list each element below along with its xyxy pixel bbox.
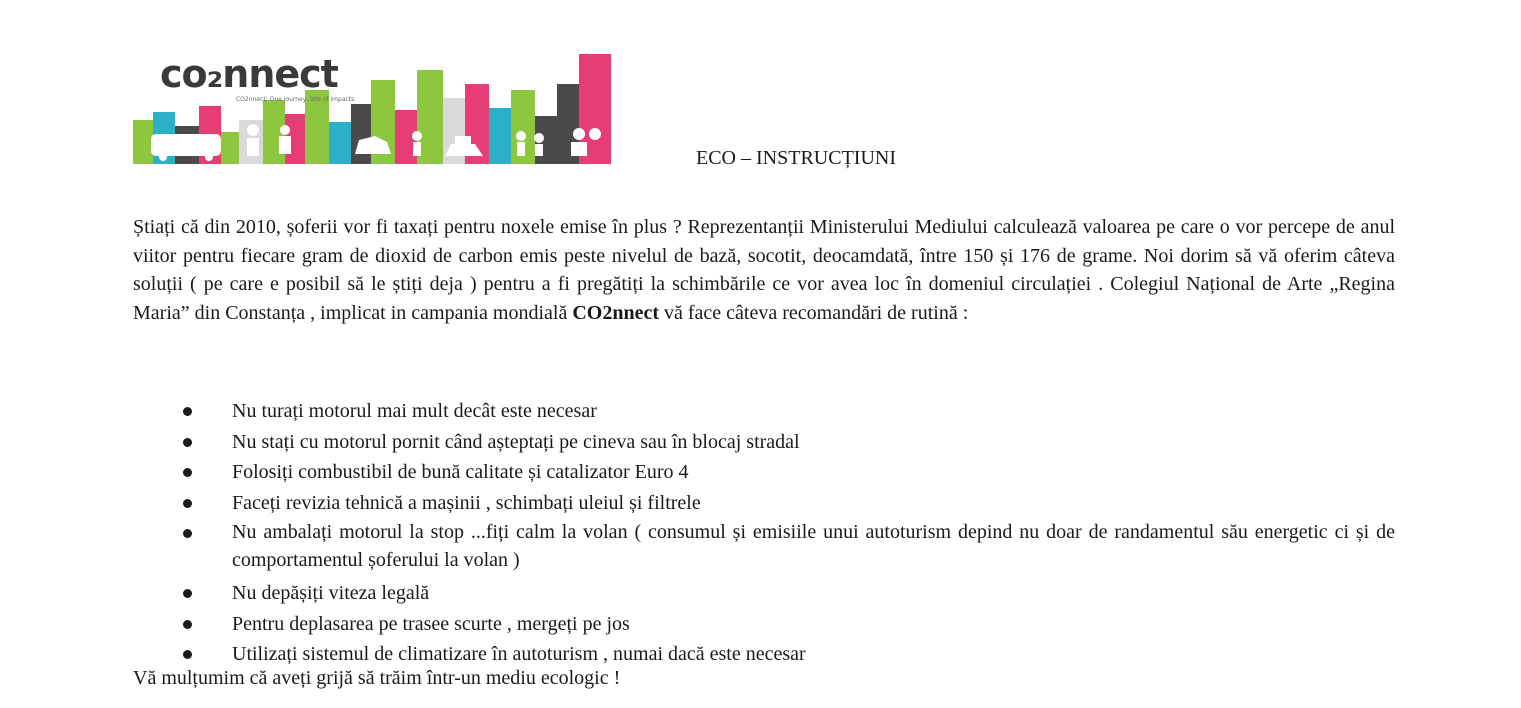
list-item: [133, 457, 1395, 488]
brand-name: CO2nnect: [572, 301, 659, 324]
bullet-icon: [183, 650, 192, 659]
list-item: [133, 518, 1395, 574]
list-item: [133, 578, 1395, 609]
tip-text: Folosiți combustibil de bună calitate și catalizator Euro 4: [232, 461, 689, 483]
bullet-icon: [183, 620, 192, 629]
tip-text: Utilizați sistemul de climatizare în autoturism , numai dacă este necesar: [232, 643, 806, 665]
list-item: [133, 396, 1395, 427]
list-item: [133, 488, 1395, 519]
intro-text-before: Știați că din 2010, șoferii vor fi taxați pentru noxele emise în plus ? Reprezentanții Ministerului Mediului calculează valoarea pe care o vor percepe de anul viitor pentru fiecare gram de dioxid de carbon emis peste nivelul de bază, socotit, deocamdată, între 150 și 176 de grame. Noi dorim să vă oferim câteva soluții ( pe care e posibil să le știți deja ) pentru a fi pregătiți la schimbările ce vor avea loc în domeniul circulației . Colegiul Național de Arte „Regina Maria” din Constanța , implicat in campania mondială: [133, 216, 1395, 324]
bullet-icon: [183, 468, 192, 477]
page-title: ECO – INSTRUCȚIUNI: [696, 147, 896, 169]
tip-text: Pentru deplasarea pe trasee scurte , mergeți pe jos: [232, 612, 630, 635]
bullet-icon: [183, 407, 192, 416]
logo-wordmark: co₂nnect: [160, 52, 338, 96]
bullet-icon: [183, 589, 192, 598]
intro-paragraph: [133, 213, 1395, 327]
eco-tips-list: [133, 396, 1395, 670]
tip-text: Nu depășiți viteza legală: [232, 582, 430, 604]
logo-tagline: CO2nnect: One journey, lots of impacts: [236, 96, 355, 103]
closing-text: Vă mulțumim că aveți grijă să trăim într-un mediu ecologic !: [133, 667, 621, 689]
list-item: [133, 639, 1395, 670]
intro-text-after: vă face câteva recomandări de rutină :: [659, 301, 969, 324]
tip-text: Nu ambalați motorul la stop ...fiți calm la volan ( consumul și emisiile unui autoturism depind nu doar de randamentul său energetic ci și de comportamentul șoferului la volan ): [232, 521, 1395, 571]
list-item: [133, 427, 1395, 458]
bullet-icon: [183, 438, 192, 447]
bullet-icon: [183, 499, 192, 508]
tip-text: Nu stați cu motorul pornit când așteptați pe cineva sau în blocaj stradal: [232, 430, 800, 453]
list-item: [133, 609, 1395, 640]
tip-text: Nu turați motorul mai mult decât este necesar: [232, 400, 597, 422]
tip-text: Faceți revizia tehnică a mașinii , schimbați uleiul și filtrele: [232, 491, 701, 514]
bullet-icon: [183, 529, 192, 538]
